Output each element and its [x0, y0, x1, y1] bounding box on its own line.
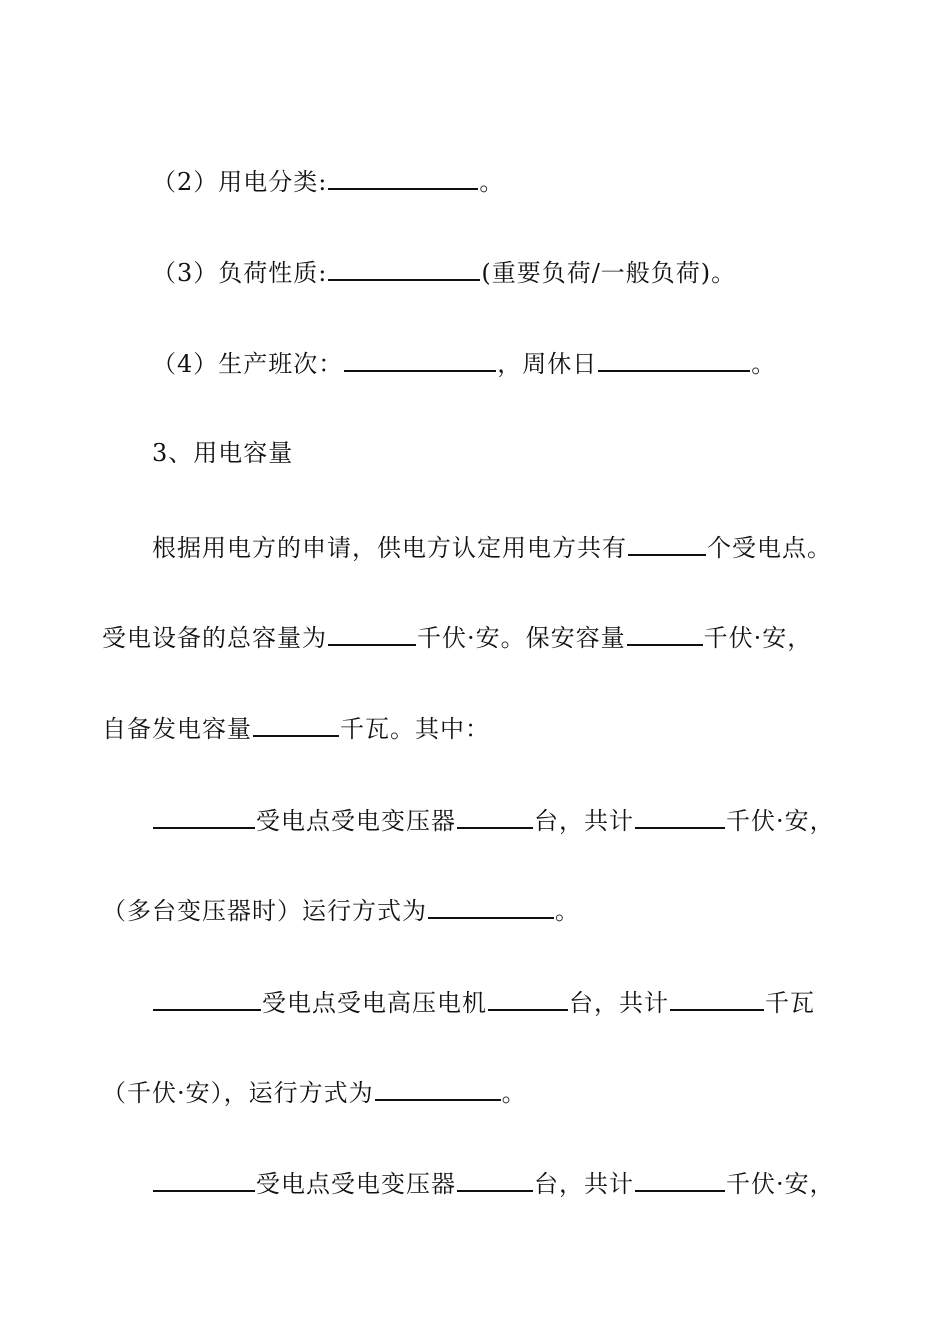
text-segment: 千伏·安， [703, 624, 813, 652]
fill-in-blank[interactable] [670, 985, 764, 1011]
text-segment: 个受电点。 [707, 534, 832, 562]
text-segment: 台，共计 [569, 989, 669, 1017]
section-heading-capacity [152, 437, 293, 469]
fill-in-blank[interactable] [253, 711, 339, 737]
text-segment: 自备发电容量 [102, 715, 252, 743]
motor-line-1 [152, 985, 815, 1019]
fill-in-blank[interactable] [153, 1166, 255, 1192]
fill-in-blank[interactable] [328, 255, 480, 281]
text-segment: 。 [501, 1079, 527, 1107]
paragraph-line-1 [152, 530, 832, 564]
text-segment: 台，共计 [534, 1170, 634, 1198]
text-segment: (重要负荷/一般负荷)。 [481, 259, 737, 287]
text-segment: 3、用电容量 [152, 439, 294, 467]
text-segment: 受电设备的总容量为 [102, 624, 327, 652]
text-segment: 受电点受电变压器 [256, 807, 456, 835]
transformer-line-1 [152, 803, 835, 837]
line-load-nature [152, 255, 736, 289]
text-segment: （千伏·安），运行方式为 [102, 1079, 374, 1107]
line-usage-category [152, 164, 504, 198]
fill-in-blank[interactable] [344, 346, 496, 372]
fill-in-blank[interactable] [627, 620, 703, 646]
transformer-mode-line [102, 893, 580, 927]
paragraph-line-3 [102, 711, 490, 745]
text-segment: ，周休日 [497, 350, 598, 378]
fill-in-blank[interactable] [153, 803, 255, 829]
text-segment: 千伏·安， [726, 807, 835, 835]
text-segment: 受电点受电高压电机 [262, 989, 487, 1017]
text-segment: 千瓦。其中： [340, 715, 490, 743]
fill-in-blank[interactable] [598, 346, 750, 372]
fill-in-blank[interactable] [328, 620, 416, 646]
text-segment: 受电点受电变压器 [256, 1170, 456, 1198]
text-segment: 千伏·安， [726, 1170, 835, 1198]
line-production-shift [152, 346, 776, 380]
fill-in-blank[interactable] [428, 893, 554, 919]
text-segment: （4）生产班次： [152, 350, 344, 378]
fill-in-blank[interactable] [488, 985, 568, 1011]
fill-in-blank[interactable] [457, 803, 533, 829]
text-segment: 。 [479, 168, 505, 196]
fill-in-blank[interactable] [635, 803, 725, 829]
text-segment: 千伏·安。保安容量 [417, 624, 626, 652]
fill-in-blank[interactable] [628, 530, 706, 556]
text-segment: （多台变压器时）运行方式为 [102, 897, 427, 925]
motor-mode-line [102, 1075, 527, 1109]
transformer-line-2 [152, 1166, 835, 1200]
fill-in-blank[interactable] [153, 985, 261, 1011]
fill-in-blank[interactable] [328, 164, 478, 190]
text-segment: 根据用电方的申请，供电方认定用电方共有 [152, 534, 627, 562]
text-segment: （2）用电分类: [152, 168, 328, 196]
text-segment: 台，共计 [534, 807, 634, 835]
text-segment: 千瓦 [765, 989, 815, 1017]
fill-in-blank[interactable] [457, 1166, 533, 1192]
fill-in-blank[interactable] [635, 1166, 725, 1192]
fill-in-blank[interactable] [375, 1075, 501, 1101]
text-segment: （3）负荷性质: [152, 259, 328, 287]
text-segment: 。 [751, 350, 777, 378]
text-segment: 。 [555, 897, 580, 925]
paragraph-line-2 [102, 620, 812, 654]
